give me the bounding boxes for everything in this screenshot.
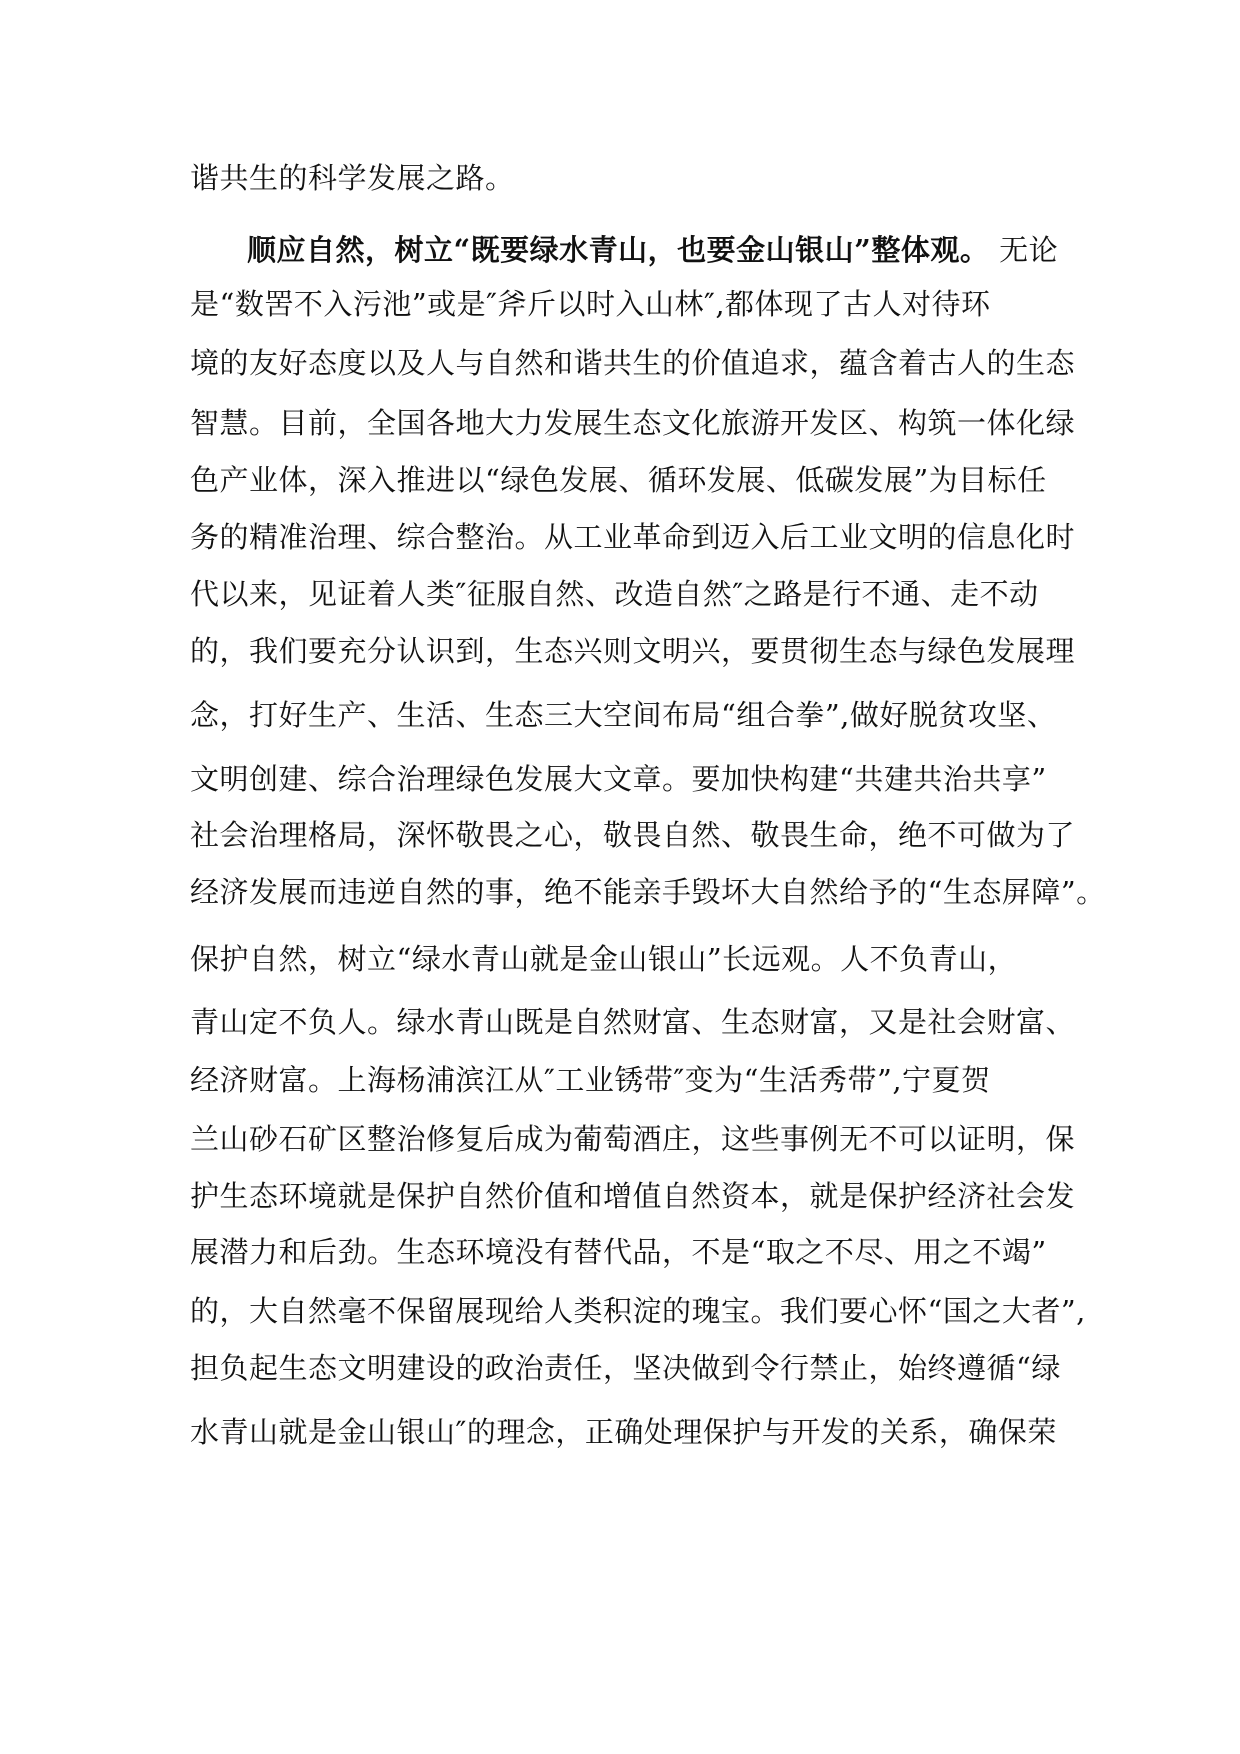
- text-run: 的，大自然毫不保留展现给人类积淀的瑰宝。我们要心怀“国之大者”,: [190, 1294, 1086, 1328]
- text-run: 经济财富。上海杨浦滨江从″工业锈带″变为“生活秀带”,宁夏贺: [190, 1063, 991, 1097]
- text-line: [190, 1004, 1075, 1040]
- text-line: [190, 874, 1106, 910]
- text-line: [190, 345, 1075, 381]
- text-run: 展潜力和后劲。生态环境没有替代品，不是“取之不尽、用之不竭”: [190, 1235, 1047, 1269]
- text-run: 经济发展而违逆自然的事，绝不能亲手毁坏大自然给予的“生态屏障”。: [190, 875, 1106, 909]
- text-run: 保护自然，树立“绿水青山就是金山银山”长远观。人不负青山，: [190, 942, 1018, 976]
- text-line: [190, 817, 1075, 853]
- text-line: [190, 1350, 1061, 1386]
- text-line: [190, 462, 1047, 498]
- text-run: 护生态环境就是保护自然价值和增值自然资本，就是保护经济社会发: [190, 1179, 1076, 1213]
- text-line: [190, 1062, 991, 1098]
- text-run: 智慧。目前，全国各地大力发展生态文化旅游开发区、构筑一体化绿: [190, 406, 1076, 440]
- text-run: 色产业体，深入推进以“绿色发展、循环发展、低碳发展”为目标任: [190, 463, 1047, 497]
- text-line: [190, 286, 991, 322]
- text-run: 谐共生的科学发展之路。: [190, 161, 515, 195]
- text-run: 境的友好态度以及人与自然和谐共生的价值追求，蕴含着古人的生态: [190, 346, 1076, 380]
- text-run: 代以来，见证着人类″征服自然、改造自然″之路是行不通、走不动: [190, 577, 1039, 611]
- text-line: [190, 697, 1056, 733]
- text-run: 青山定不负人。绿水青山既是自然财富、生态财富，又是社会财富、: [190, 1005, 1076, 1039]
- text-line: [190, 1121, 1075, 1157]
- text-run: 担负起生态文明建设的政治责任，坚决做到令行禁止，始终遵循“绿: [190, 1351, 1061, 1385]
- text-line: [190, 519, 1075, 555]
- text-run: 社会治理格局，深怀敬畏之心，敬畏自然、敬畏生命，绝不可做为了: [190, 818, 1076, 852]
- text-run: 务的精准治理、综合整治。从工业革命到迈入后工业文明的信息化时: [190, 520, 1076, 554]
- text-line: [190, 1293, 1086, 1329]
- text-run: 水青山就是金山银山″的理念，正确处理保护与开发的关系，确保荣: [190, 1415, 1057, 1449]
- text-line: [190, 1414, 1057, 1450]
- text-line: [190, 761, 1047, 797]
- text-run: 兰山砂石矿区整治修复后成为葡萄酒庄，这些事例无不可以证明，保: [190, 1122, 1076, 1156]
- text-line: [190, 160, 515, 196]
- text-line: [190, 405, 1075, 441]
- text-run: 是“数罟不入污池”或是″斧斤以时入山林″,都体现了古人对待环: [190, 287, 991, 321]
- text-run: 无论: [989, 233, 1059, 267]
- text-line: [247, 232, 1058, 268]
- text-run: 文明创建、综合治理绿色发展大文章。要加快构建“共建共治共享”: [190, 762, 1047, 796]
- section-heading: 顺应自然，树立“既要绿水青山，也要金山银山”整体观。: [247, 233, 990, 267]
- text-run: 念，打好生产、生活、生态三大空间布局“组合拳”,做好脱贫攻坚、: [190, 698, 1057, 732]
- text-line: [190, 576, 1039, 612]
- text-run: 的，我们要充分认识到，生态兴则文明兴，要贯彻生态与绿色发展理: [190, 634, 1076, 668]
- text-line: [190, 941, 1017, 977]
- text-line: [190, 1178, 1075, 1214]
- text-line: [190, 633, 1075, 669]
- text-line: [190, 1234, 1047, 1270]
